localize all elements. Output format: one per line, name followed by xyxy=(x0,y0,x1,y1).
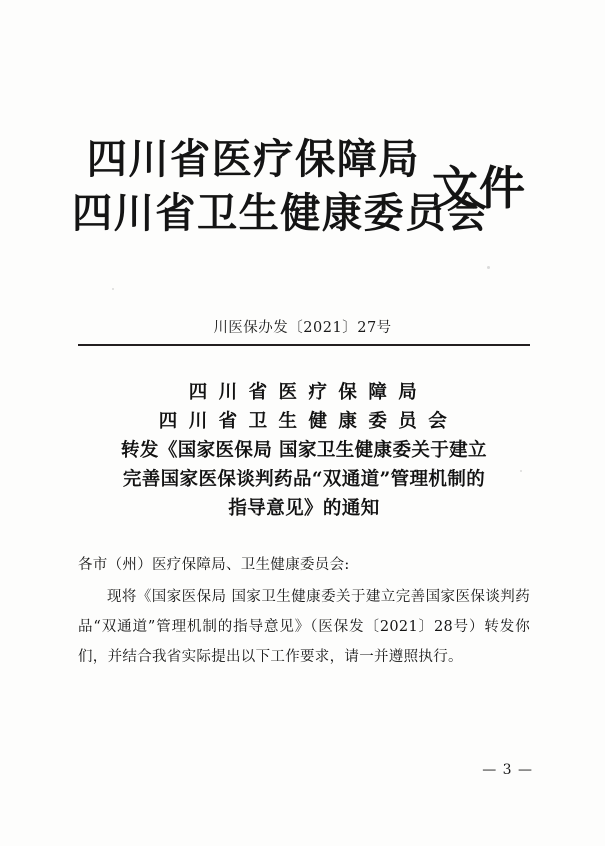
masthead-line-2: 四川省卫生健康委员会 xyxy=(72,189,489,237)
document-body xyxy=(78,550,530,672)
title-line-1: 四 川 省 医 疗 保 障 局 xyxy=(188,382,420,403)
title-line-4: 完善国家医保谈判药品“双通道”管理机制的 xyxy=(122,469,486,490)
masthead-document-word: 文件 xyxy=(432,161,526,215)
scan-speck xyxy=(487,266,490,269)
masthead xyxy=(0,132,605,262)
header-divider-rule xyxy=(78,344,530,346)
document-title xyxy=(70,378,538,523)
document-number: 川医保办发〔2021〕27号 xyxy=(213,320,392,336)
title-line-5: 指导意见》的通知 xyxy=(228,498,380,519)
title-line-3: 转发《国家医保局 国家卫生健康委关于建立 xyxy=(121,440,487,461)
salutation: 各市（州）医疗保障局、卫生健康委员会: xyxy=(78,557,350,573)
scan-speck xyxy=(112,288,114,290)
scan-speck xyxy=(520,470,522,472)
body-paragraph: 现将《国家医保局 国家卫生健康委关于建立完善国家医保谈判药品“双通道”管理机制的指导意见》（医保发〔2021〕28号）转发你们，并结合我省实际提出以下工作要求，请一并遵照执行。 xyxy=(78,589,530,665)
masthead-line-1: 四川省医疗保障局 xyxy=(86,135,420,183)
title-line-2: 四 川 省 卫 生 健 康 委 员 会 xyxy=(158,411,450,432)
page-number: — 3 — xyxy=(482,762,533,778)
